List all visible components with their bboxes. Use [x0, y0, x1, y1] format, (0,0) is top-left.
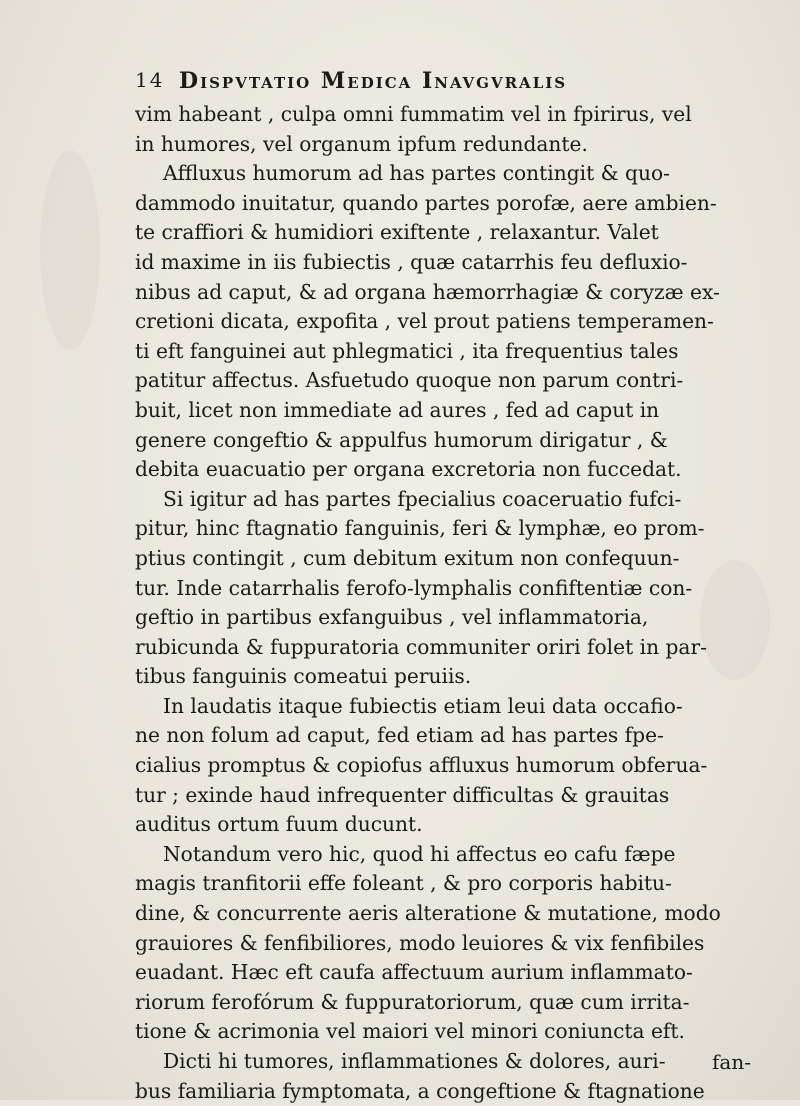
text-line: te craffiori & humidiori exiftente , relaxantur. Valet: [135, 220, 659, 245]
text-line: ne non folum ad caput, fed etiam ad has partes fpe-: [135, 723, 664, 748]
text-line: buit, licet non immediate ad aures , fed ad caput in: [135, 397, 660, 422]
text-line: grauiores & fenfibiliores, modo leuiores & vix fenfibiles: [135, 930, 705, 955]
page-number: 14: [135, 68, 165, 92]
running-header: [135, 68, 770, 100]
text-line: tione & acrimonia vel maiori vel minori coniuncta eft.: [135, 1019, 685, 1044]
text-line: geftio in partibus exfanguibus , vel inflammatoria,: [135, 605, 649, 630]
body-text: [135, 100, 760, 1106]
running-title: Dispvtatio Medica Inavgvralis: [179, 68, 568, 94]
text-line: pitur, hinc ftagnatio fanguinis, feri & lymphæ, eo prom-: [135, 516, 705, 541]
text-line: tur. Inde catarrhalis ferofo-lymphalis confiftentiæ con-: [135, 575, 693, 600]
text-line: cretioni dicata, expofita , vel prout patiens temperamen-: [135, 309, 714, 334]
text-line: magis tranfitorii effe foleant , & pro corporis habitu-: [135, 871, 672, 896]
text-line: ti eft fanguinei aut phlegmatici , ita frequentius tales: [135, 338, 679, 363]
text-line: id maxime in iis fubiectis , quæ catarrhis feu defluxio-: [135, 249, 688, 274]
text-line: Notandum vero hic, quod hi affectus eo cafu fæpe: [163, 841, 676, 866]
text-line: dammodo inuitatur, quando partes porofæ, aere ambien-: [135, 190, 717, 215]
text-line: cialius promptus & copiofus affluxus humorum obferua-: [135, 753, 708, 778]
text-line: in humores, vel organum ipfum redundante.: [135, 131, 588, 156]
text-line: Si igitur ad has partes fpecialius coaceruatio fufci-: [163, 486, 682, 511]
text-line: vim habeant , culpa omni fummatim vel in fpirirus, vel: [135, 102, 692, 126]
text-line: bus familiaria fymptomata, a congeftione & ftagnatione: [135, 1078, 705, 1103]
text-line: euadant. Hæc eft caufa affectuum aurium inflammato-: [135, 960, 693, 985]
text-line: tibus fanguinis comeatui peruiis.: [135, 664, 472, 689]
text-line: riorum ferofórum & fuppuratoriorum, quæ cum irrita-: [135, 989, 690, 1014]
text-line: genere congeftio & appulfus humorum dirigatur , &: [135, 427, 668, 452]
text-line: auditus ortum fuum ducunt.: [135, 812, 423, 837]
text-line: Affluxus humorum ad has partes contingit & quo-: [163, 161, 670, 186]
paper-stain: [40, 150, 100, 350]
text-line: debita euacuatio per organa excretoria non fuccedat.: [135, 457, 682, 482]
text-line: dine, & concurrente aeris alteratione & mutatione, modo: [135, 901, 721, 926]
text-line: patitur affectus. Asfuetudo quoque non parum contri-: [135, 368, 684, 393]
text-line: Dicti hi tumores, inflammationes & dolores, auri-: [163, 1049, 666, 1073]
text-line: tur ; exinde haud infrequenter difficultas & grauitas: [135, 782, 670, 807]
text-line: rubicunda & fuppuratoria communiter oriri folet in par-: [135, 634, 707, 659]
text-line: In laudatis itaque fubiectis etiam leui data occafio-: [163, 693, 683, 718]
text-line: ptius contingit , cum debitum exitum non confequun-: [135, 545, 680, 570]
text-line: nibus ad caput, & ad organa hæmorrhagiæ & coryzæ ex-: [135, 279, 720, 304]
catchword: fan-: [712, 1050, 751, 1074]
